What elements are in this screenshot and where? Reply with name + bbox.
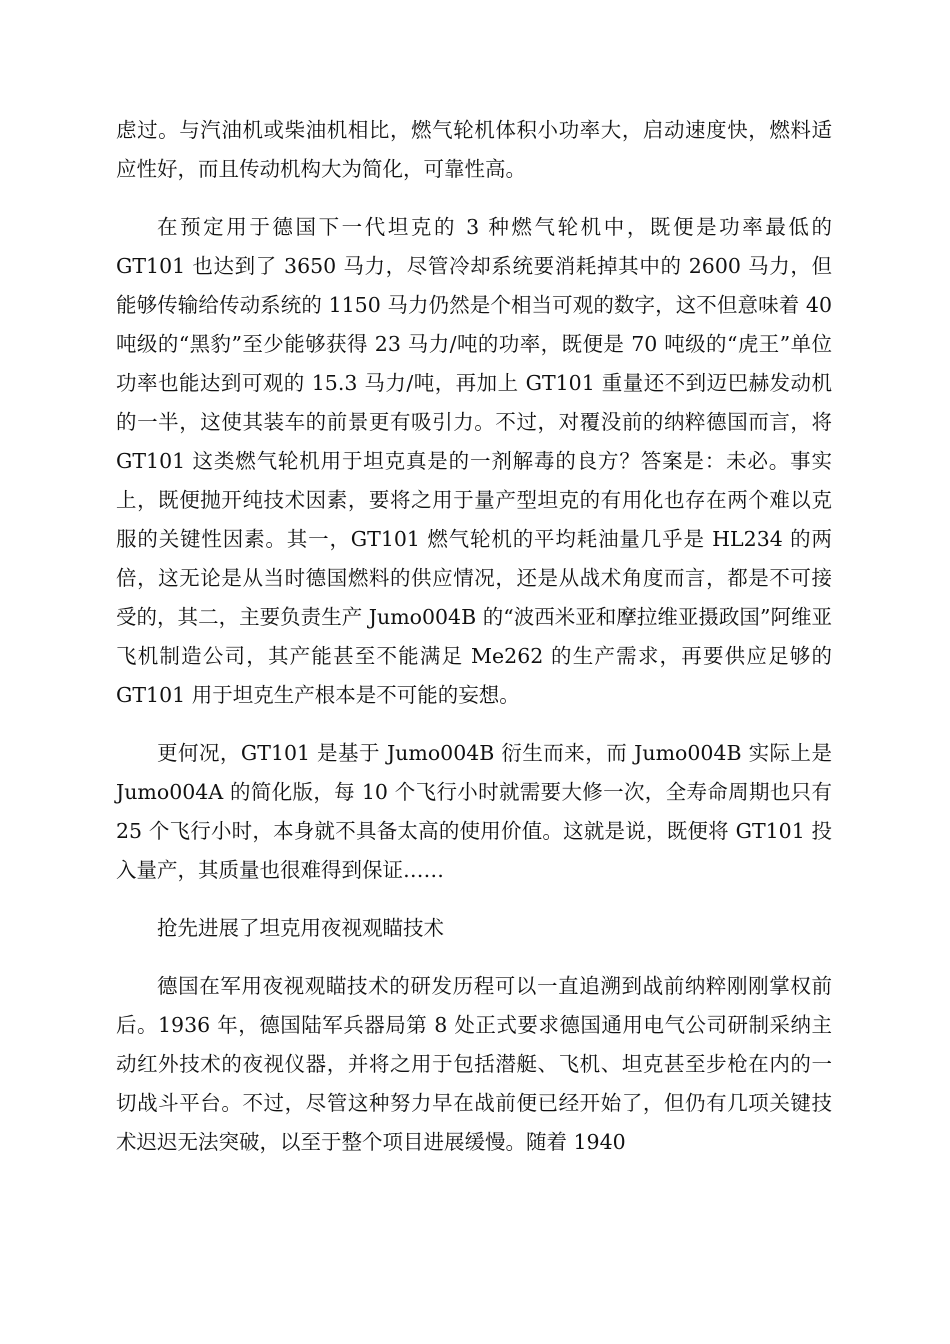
paragraph-1: 虑过。与汽油机或柴油机相比，燃气轮机体积小功率大，启动速度快，燃料适应性好，而且传动机构大为简化，可靠性高。 xyxy=(116,118,832,181)
document-body xyxy=(116,111,832,1181)
paragraph-4: 德国在军用夜视观瞄技术的研发历程可以一直追溯到战前纳粹刚刚掌权前后。1936 年，德国陆军兵器局第 8 处正式要求德国通用电气公司研制采纳主动红外技术的夜视仪器，并将之用于包括潜艇、飞机、坦克甚至步枪在内的一切战斗平台。不过，尽管这种努力早在战前便已经开始了，但仍有几项关键技术迟迟无法突破，以至于整个项目进展缓慢。随着 1940 xyxy=(116,974,832,1154)
paragraph-3: 更何况，GT101 是基于 Jumo004B 衍生而来，而 Jumo004B 实际上是 Jumo004A 的简化版，每 10 个飞行小时就需要大修一次，全寿命周期也只有 25 个飞行小时，本身就不具备太高的使用价值。这就是说，既便将 GT101 投入量产，其质量也很难得到保证…… xyxy=(116,741,832,882)
section-heading: 抢先进展了坦克用夜视观瞄技术 xyxy=(157,916,444,940)
paragraph-2: 在预定用于德国下一代坦克的 3 种燃气轮机中，既便是功率最低的 GT101 也达到了 3650 马力，尽管冷却系统要消耗掉其中的 2600 马力，但能够传输给传动系统的 1150 马力仍然是个相当可观的数字，这不但意味着 40 吨级的“黑豹”至少能够获得 23 马力/吨的功率，既便是 70 吨级的“虎王”单位功率也能达到可观的 15.3 马力/吨，再加上 GT101 重量还不到迈巴赫发动机的一半，这使其装车的前景更有吸引力。不过，对覆没前的纳粹德国而言，将 GT101 这类燃气轮机用于坦克真是的一剂解毒的良方？答案是：未必。事实上，既便抛开纯技术因素，要将之用于量产型坦克的有用化也存在两个难以克服的关键性因素。其一，GT101 燃气轮机的平均耗油量几乎是 HL234 的两倍，这无论是从当时德国燃料的供应情况，还是从战术角度而言，都是不可接受的，其二，主要负责生产 Jumo004B 的“波西米亚和摩拉维亚摄政国”阿维亚飞机制造公司，其产能甚至不能满足 Me262 的生产需求，再要供应足够的 GT101 用于坦克生产根本是不可能的妄想。 xyxy=(116,215,832,707)
